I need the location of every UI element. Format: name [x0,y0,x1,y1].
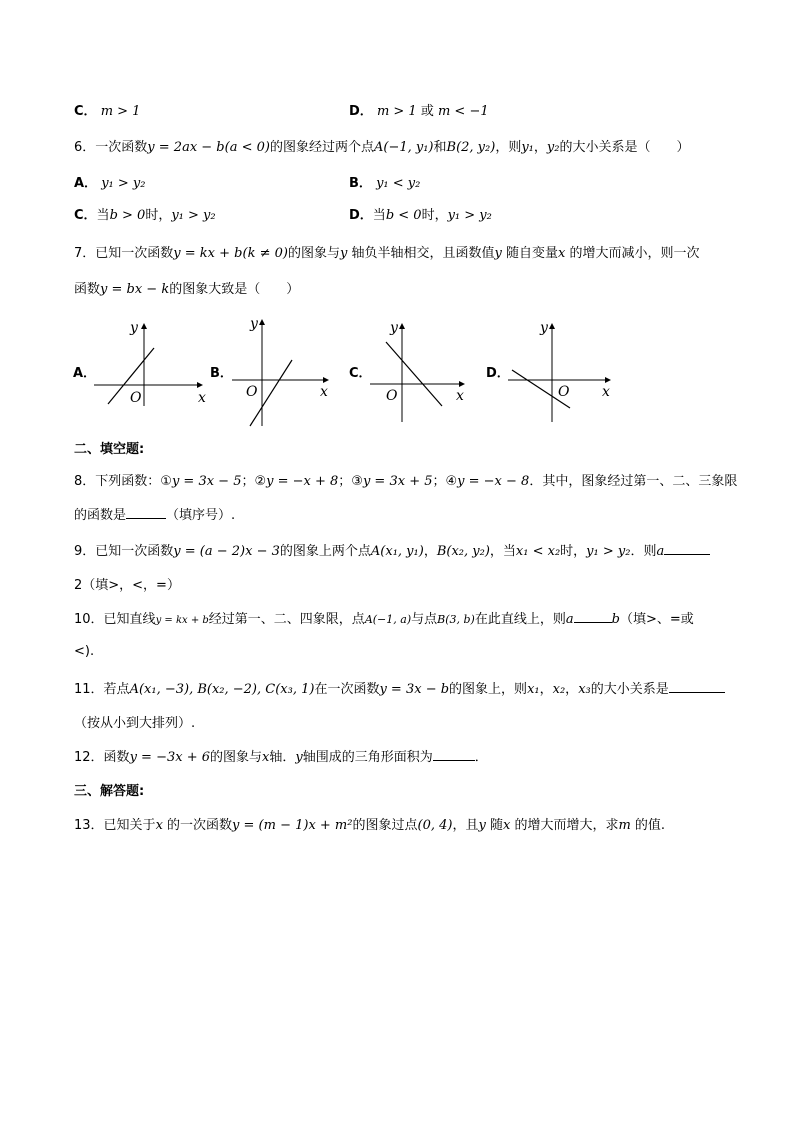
text: ，且 [452,818,479,833]
text: ， [423,544,437,559]
formula: m > 1 [100,104,141,119]
formula: y = −x − 8 [457,474,530,489]
text: 时， [421,208,448,223]
formula: x₃ [578,682,591,697]
text: 已知一次函数 [95,246,174,261]
formula: x₂ [552,682,566,697]
question-6 [74,138,689,158]
answer-blank[interactable] [664,542,710,555]
text: 或 [416,104,438,119]
text: ；② [241,474,267,489]
formula: b < 0 [385,208,422,223]
formula: A(−1, y₁) [373,140,434,155]
formula: y = 3x − b [379,682,450,697]
question-number: 6． [74,140,96,155]
q6-option-a [74,174,145,194]
y-axis-label: y [390,320,398,336]
text: 的大小关系是（ ） [559,140,690,155]
section-answer-title: 三、解答题: [74,784,145,799]
answer-blank[interactable] [126,506,166,519]
question-number: 11． [74,682,104,697]
formula: B(3, b) [437,613,475,626]
text: ， [539,682,553,697]
formula: y₁ > y₂ [101,176,146,191]
formula: (k ≠ 0) [242,246,288,261]
text: 时， [145,208,172,223]
question-10 [74,610,694,631]
formula: A(x₁, y₁) [370,544,424,559]
formula: y = 3x + 5 [362,474,433,489]
text: 一次函数 [95,140,148,155]
text: 轴． [269,750,296,765]
section-fill-in-title: 二、填空题: [74,442,145,457]
text: ；③ [338,474,363,489]
formula: A(−1, a) [364,613,412,626]
answer-blank[interactable] [669,680,725,693]
formula: a [565,612,574,627]
origin-label: O [246,384,258,400]
question-10-line-2 [74,642,94,662]
text: ，当 [489,544,516,559]
text: （按从小到大排列）. [74,716,196,731]
formula: m [618,818,631,833]
question-9 [74,542,710,562]
text: 的图象上两个点 [279,544,371,559]
text: 的增大而增大，求 [510,818,619,833]
formula: x [557,246,566,261]
x-axis-label: x [456,388,464,404]
q7-graph-b [228,314,338,432]
question-13 [74,816,665,836]
formula: m > 1 [376,104,417,119]
text: 的图象经过两个点 [269,140,374,155]
q7-option-b-label: B． [210,366,233,381]
formula: a [656,544,665,559]
text: 已知一次函数 [95,544,174,559]
formula: B(2, y₂) [446,140,496,155]
text: 当 [372,208,386,223]
formula: y [295,750,303,765]
text: （填>、=或 [619,612,694,627]
text: 随自变量 [501,246,558,261]
formula: (0, 4) [417,818,453,833]
option-label: B． [349,176,372,191]
origin-label: O [386,388,398,404]
x-axis-label: x [320,384,328,400]
formula: x₁ < x₂ [515,544,561,559]
text: 已知关于 [103,818,156,833]
formula: x [502,818,511,833]
text: 的函数是 [74,508,127,523]
q5-option-c [74,102,140,122]
answer-blank[interactable] [574,610,612,623]
text: 当 [96,208,110,223]
q6-option-b [349,174,420,194]
text: 2（填>，<，=） [74,578,180,593]
question-number: 10． [74,612,104,627]
formula: x [262,750,270,765]
text: （填序号）. [166,508,236,523]
text: 的图象上，则 [449,682,528,697]
text: 轴围成的三角形面积为 [302,750,433,765]
formula: y₁ < y₂ [376,176,421,191]
option-label: A． [74,176,98,191]
origin-label: O [558,384,570,400]
question-number: 12． [74,750,104,765]
formula: y = bx − k [100,282,170,297]
text: 若点 [103,682,130,697]
q7-graph-d [504,318,616,428]
text: ． [474,750,488,765]
text: ；④ [432,474,458,489]
q7-option-d-label: D． [486,366,510,381]
formula: b [611,612,620,627]
text: 函数 [103,750,130,765]
text: 轴负半轴相交，且函数值 [347,246,495,261]
formula: y = −3x + 6 [129,750,210,765]
text: <). [74,644,95,659]
formula: y₁ > y₂ [586,544,631,559]
question-11 [74,680,725,700]
text: 的一次函数 [162,818,233,833]
text: ， [565,682,579,697]
text: 函数 [74,282,101,297]
question-9-line-2 [74,576,180,596]
x-axis-label: x [602,384,610,400]
y-axis-label: y [250,316,258,332]
option-label: D． [349,208,373,223]
text: 的图象与 [287,246,340,261]
text: 下列函数：① [95,474,172,489]
answer-blank[interactable] [433,748,475,761]
formula: x₁ [527,682,540,697]
text: 在一次函数 [314,682,380,697]
question-7 [74,244,699,264]
formula: y [478,818,486,833]
text: 随 [485,818,503,833]
q7-graph-a [90,318,210,412]
formula: y = 2ax − b [147,140,225,155]
formula: y₂ [546,140,560,155]
question-7-line-2 [74,280,299,300]
question-12 [74,748,488,768]
formula: y = (m − 1)x + m² [232,818,353,833]
origin-label: O [130,390,142,406]
text: 在此直线上，则 [474,612,566,627]
formula: b > 0 [109,208,146,223]
text: 经过第一、二、四象限，点 [208,612,365,627]
formula: y = 3x − 5 [171,474,242,489]
text: ．则 [630,544,657,559]
text: 的图象大致是（ ） [169,282,300,297]
option-label: C． [74,104,97,119]
formula: y [494,246,502,261]
q7-option-a-label: A． [73,366,97,381]
formula: B(x₂, y₂) [436,544,490,559]
text: 和 [433,140,447,155]
formula: y₁ > y₂ [447,208,492,223]
text: 已知直线 [103,612,156,627]
question-8-line-2 [74,506,235,526]
text: 的图象与 [210,750,263,765]
question-number: 9． [74,544,96,559]
formula: y₁ > y₂ [171,208,216,223]
q7-option-c-label: C． [349,366,372,381]
formula: y₁ [521,140,534,155]
question-number: 13． [74,818,104,833]
q6-option-c [74,206,216,226]
text: 的图象过点 [352,818,418,833]
question-8 [74,472,737,492]
option-label: C． [74,208,97,223]
option-label: D． [349,104,373,119]
formula: y = −x + 8 [266,474,339,489]
text: 的增大而减小，则一次 [565,246,700,261]
question-number: 7． [74,246,96,261]
q6-option-d [349,206,492,226]
formula: y [339,246,348,261]
question-11-line-2 [74,714,195,734]
y-axis-label: y [130,320,138,336]
text: 时， [560,544,587,559]
text: 的值. [630,818,666,833]
text: ， [533,140,547,155]
q5-option-d [349,102,489,122]
formula: m < −1 [437,104,489,119]
y-axis-label: y [540,320,548,336]
formula: x [155,818,163,833]
formula: y = kx + b [155,615,209,626]
question-number: 8． [74,474,96,489]
text: ，则 [495,140,522,155]
text: ．其中，图象经过第一、二、三象限 [529,474,738,489]
q7-graph-c [366,318,470,428]
formula: A(x₁, −3), B(x₂, −2), C(x₃, 1) [129,682,315,697]
text: 的大小关系是 [590,682,669,697]
formula: y = kx + b [173,246,243,261]
x-axis-label: x [198,390,206,406]
formula: y = (a − 2)x − 3 [173,544,280,559]
formula: (a < 0) [224,140,270,155]
text: 与点 [411,612,438,627]
